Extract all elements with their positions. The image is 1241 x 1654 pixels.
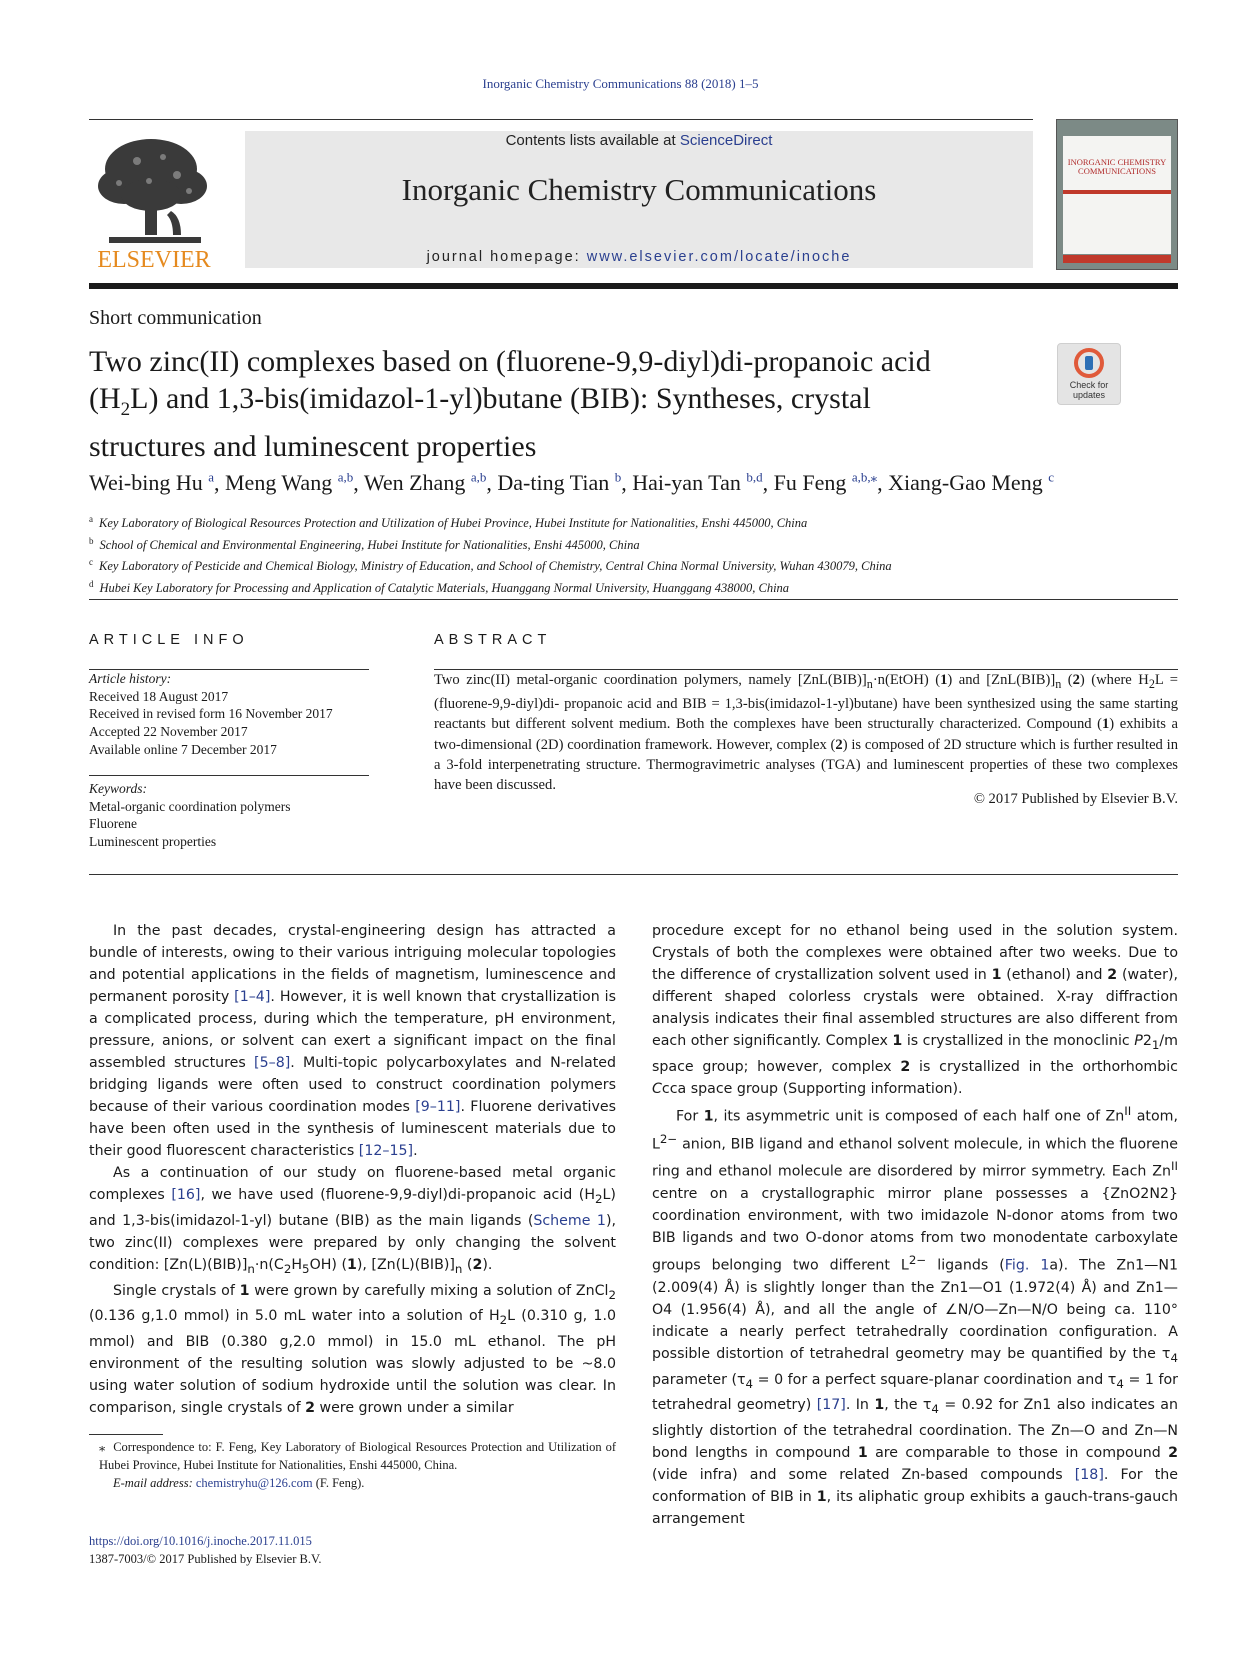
divider xyxy=(89,599,1178,600)
article-title: Two zinc(II) complexes based on (fluorene-9,9-diyl)di-propanoic acid $(H_2L)$ and 1,3-bis(imidazol-1-yl)butane (BIB): Syntheses, crystal structures and luminescent properties xyxy=(89,345,931,463)
author[interactable]: Wei-bing Hu $^a$ xyxy=(89,470,214,496)
author[interactable]: Xiang-Gao Meng $^c$ xyxy=(888,470,1054,496)
journal-homepage: journal homepage: www.elsevier.com/locate/inoche xyxy=(426,249,852,265)
author[interactable]: Da-ting Tian $^b$ xyxy=(497,470,622,496)
correspondence-footnote: ⁎ Correspondence to: F. Feng, Key Laboratory of Biological Resources Protection and Utilization of Hubei Province, Hubei Institute for Nationalities, Enshi 445000, China. E-mail address: chemistryhu@126.com (F. Feng). xyxy=(99,1440,617,1490)
scheme-link[interactable]: Scheme 1 xyxy=(533,1212,606,1229)
contents-line: Contents lists available at ScienceDirect xyxy=(505,132,773,149)
citation-link[interactable]: [16] xyxy=(171,1187,201,1203)
masthead-rule xyxy=(89,283,1178,289)
citation-link[interactable]: [12–15] xyxy=(358,1143,414,1159)
doi-link[interactable]: https://doi.org/10.1016/j.inoche.2017.11.015 xyxy=(89,1534,312,1548)
figure-link[interactable]: Fig. 1 xyxy=(1004,1257,1050,1274)
author[interactable]: Meng Wang $^{a,b}$ xyxy=(225,470,354,496)
author-list: Wei-bing Hu $^a$, Meng Wang $^{a,b}$, Wen Zhang $^{a,b}$, Da-ting Tian $^b$, Hai-yan Tan $^{b,d}$, Fu Feng $^{a,b,⁎}$, Xiang-Gao Meng $^c$ xyxy=(89,470,1054,496)
abstract-header: ABSTRACT xyxy=(434,632,552,648)
body-column-right: procedure except for no ethanol being used in the solution system. Crystals of both the complexes were obtained after two weeks. Due to the difference of crystallization solvent used in 1 (ethanol) and 2 (water), different shaped colorless crystals were obtained. X-ray diffraction analysis indicates their final assembled structures are also different from each other significantly. Complex 1 is crystallized in the monoclinic $P2_1/m$ space group; however, complex 2 is crystallized in the orthorhombic Ccca space group (Supporting information). For 1, its asymmetric unit is composed of each half one of $Zn^{II}$ atom, $L^{2-}$ anion, BIB ligand and ethanol solvent molecule, in which the fluorene ring and ethanol molecule are disordered by mirror symmetry. Each $Zn^{II}$ centre on a crystallographic mirror plane possesses a {ZnO2N2} coordination environment, with two imidazole N-donor atoms from two BIB ligands and two O-donor atoms from two monodentate carboxylate groups belonging two different $L^{2-}$ ligands (Fig. 1a). The Zn1—N1 (2.009(4) Å) is slightly longer than the Zn1—O1 (1.972(4) Å) and Zn1—O4 (1.956(4) Å), and all the angle of ∠N/O—Zn—N/O being ca. 110° indicate a nearly perfect tetrahedrally coordination configuration. A possible distortion of tetrahedral geometry may be quantified by the $\tau_4$ parameter ($\tau_4 = 0$ for a perfect square-planar coordination and $\tau_4 = 1$ for tetrahedral geometry) [17]. In 1, the $\tau_4 = 0.92$ for Zn1 also indicates an slightly distortion of the tetrahedral coordination. The Zn—O and Zn—N bond lengths in compound 1 are comparable to those in compound 2 (vide infra) and some related Zn-based compounds [18]. For the conformation of BIB in 1, its aliphatic group exhibits a gauch-trans-gauch arrangement xyxy=(652,923,1179,1528)
divider xyxy=(89,874,1178,875)
author[interactable]: Fu Feng $^{a,b,⁎}$ xyxy=(773,470,878,496)
journal-reference[interactable]: Inorganic Chemistry Communications 88 (2018) 1–5 xyxy=(482,76,759,91)
sciencedirect-link[interactable]: ScienceDirect xyxy=(679,132,773,149)
copyright: © 2017 Published by Elsevier B.V. xyxy=(973,791,1178,807)
citation-link[interactable]: [9–11] xyxy=(415,1099,461,1115)
check-for-updates-badge[interactable]: Check for updates xyxy=(1057,343,1121,405)
svg-text:ELSEVIER: ELSEVIER xyxy=(97,247,211,271)
cover-title: INORGANIC CHEMISTRY COMMUNICATIONS xyxy=(1067,157,1167,176)
author[interactable]: Wen Zhang $^{a,b}$ xyxy=(363,470,487,496)
elsevier-logo xyxy=(89,131,219,271)
journal-cover-thumbnail[interactable] xyxy=(1056,119,1178,270)
email-link[interactable]: chemistryhu@126.com xyxy=(195,1476,313,1490)
author[interactable]: Hai-yan Tan $^{b,d}$ xyxy=(632,470,763,496)
footnote-rule xyxy=(89,1434,163,1435)
citation-link[interactable]: [5–8] xyxy=(254,1055,291,1071)
doi-block: https://doi.org/10.1016/j.inoche.2017.11.015 1387-7003/© 2017 Published by Elsevier B.V. xyxy=(89,1534,322,1566)
section-type: Short communication xyxy=(89,307,262,329)
article-history: Article history: Received 18 August 2017 Received in revised form 16 November 2017 Accepted 22 November 2017 Available online 7 December 2017 xyxy=(89,671,333,757)
citation-link[interactable]: [17] xyxy=(816,1397,846,1414)
article-info-header: ARTICLE INFO xyxy=(89,632,249,648)
update-icon xyxy=(1074,348,1104,378)
affiliations: $^a$ Key Laboratory of Biological Resources Protection and Utilization of Hubei Province, Hubei Institute for Nationalities, Enshi 445000, China $^b$ School of Chemical and Environmental Engineering, Hubei Institute for Nationalities, Enshi 445000, China $^c$ Key Laboratory of Pesticide and Chemical Biology, Ministry of Education, and School of Chemistry, Central China Normal University, Wuhan 430079, China $^d$ Hubei Key Laboratory for Processing and Application of Catalytic Materials, Huanggang Normal University, Huanggang 438000, China xyxy=(89,514,892,596)
divider xyxy=(89,775,369,776)
body-column-left: In the past decades, crystal-engineering design has attracted a bundle of interests, owing to their various intriguing molecular topologies and potential applications in the fields of magnetism, luminescence and permanent porosity [1–4]. However, it is well known that crystallization is a complicated process, during which the temperature, pH environment, pressure, anions, or solvent can exert a significant impact on the final assembled structures [5–8]. Multi-topic polycarboxylates and N-related bridging ligands were often used to construct coordination polymers because of their various coordination modes [9–11]. Fluorene derivatives have been often used in the synthesis of luminescent materials due to their good fluorescent characteristics [12–15]. As a continuation of our study on fluorene-based metal organic complexes [16], we have used (fluorene-9,9-diyl)di-propanoic acid $(H_2L)$ and 1,3-bis(imidazol-1-yl) butane (BIB) as the main ligands (Scheme 1), two zinc(II) complexes were prepared by only changing the solvent condition: $[Zn(L)(BIB)]_n\cdot n(C_2H_5OH)$ (1), $[Zn(L)(BIB)]_n$ (2). Single crystals of 1 were grown by carefully mixing a solution of ZnCl$_2$ (0.136 g,1.0 mmol) in 5.0 mL water into a solution of $H_2L$ (0.310 g, 1.0 mmol) and BIB (0.380 g,2.0 mmol) in 15.0 mL ethanol. The pH environment of the resulting solution was slowly adjusted to be ~8.0 using water solution of sodium hydroxide until the solution was clear. In comparison, single crystals of 2 were grown under a similar xyxy=(89,923,616,1417)
journal-title: Inorganic Chemistry Communications xyxy=(401,172,877,207)
header-rule xyxy=(89,119,1033,120)
homepage-link[interactable]: www.elsevier.com/locate/inoche xyxy=(586,249,852,265)
citation-link[interactable]: [18] xyxy=(1074,1467,1104,1484)
abstract-text: Two zinc(II) metal-organic coordination polymers, namely $[ZnL(BIB)]_n\cdot n(EtOH)$ (1) and $[ZnL(BIB)]_n$ (2) (where $H_2L$ = (fluorene-9,9-diyl)di- propanoic acid and BIB = 1,3-bis(imidazol-1-yl)butane) have been synthesized using the same starting reactants but different solvent medium. Both the complexes have been structurally characterized. Compound (1) exhibits a two-dimensional (2D) coordination framework. However, complex (2) is composed of 2D structure which is further resulted in a 3-fold interpenetrating structure. Thermogravimetric analyses (TGA) and luminescent properties of these two complexes have been discussed. xyxy=(434,672,1178,793)
keywords: Keywords: Metal-organic coordination polymers Fluorene Luminescent properties xyxy=(89,781,291,850)
citation-link[interactable]: [1–4] xyxy=(234,989,271,1005)
